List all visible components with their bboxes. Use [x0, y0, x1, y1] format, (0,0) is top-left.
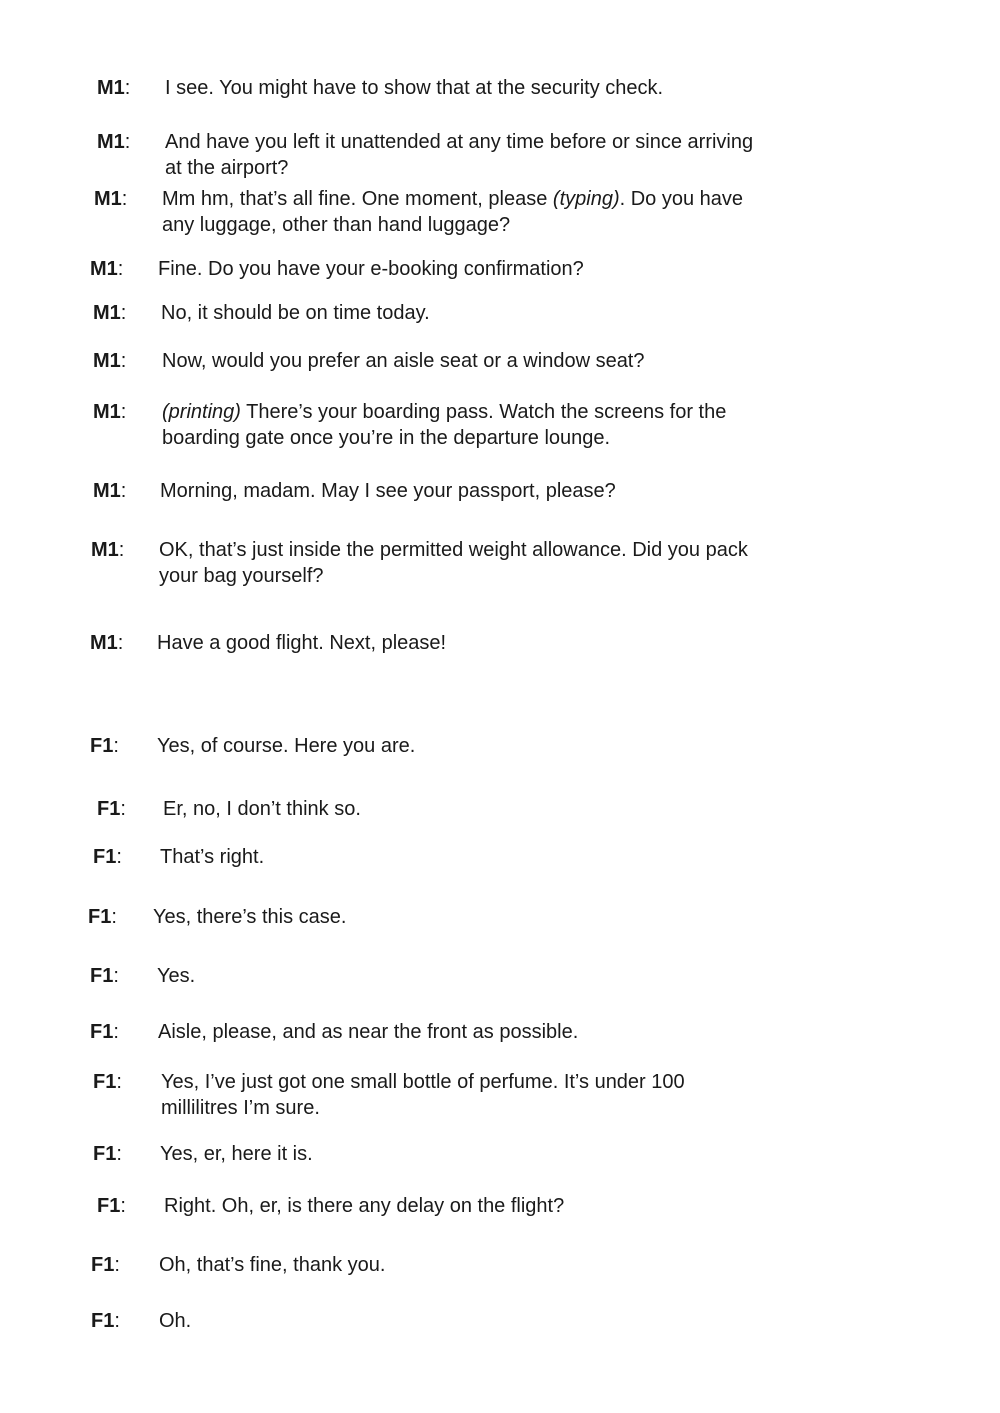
line-text: Now, would you prefer an aisle seat or a window seat? — [162, 350, 645, 372]
line-text: Er, no, I don’t think so. — [163, 798, 361, 820]
dialogue-line — [90, 733, 416, 759]
dialogue-line — [90, 256, 584, 282]
dialogue-line — [97, 796, 361, 822]
speaker-label: F1: — [93, 846, 122, 868]
dialogue-line — [93, 1069, 685, 1119]
speaker-label: M1: — [90, 258, 124, 280]
speaker-label: F1: — [90, 965, 119, 987]
dialogue-line — [97, 1193, 565, 1219]
speaker-label: M1: — [93, 401, 127, 423]
dialogue-line — [91, 537, 748, 587]
dialogue-line — [91, 1308, 192, 1334]
line-text: No, it should be on time today. — [161, 302, 430, 324]
speaker-label: F1: — [93, 1071, 122, 1093]
speaker-label: F1: — [91, 1310, 120, 1332]
speaker-label: F1: — [90, 1021, 119, 1043]
dialogue-line — [93, 1141, 313, 1167]
line-text: Fine. Do you have your e-booking confirmation? — [158, 258, 584, 280]
line-text: (printing) There’s your boarding pass. Watch the screens for the boarding gate once you’re in the departure lounge. — [162, 401, 727, 449]
line-text: And have you left it unattended at any time before or since arriving at the airport? — [165, 131, 754, 179]
line-text: Yes, there’s this case. — [153, 906, 347, 928]
dialogue-line — [97, 129, 754, 179]
speaker-label: F1: — [88, 906, 117, 928]
speaker-label: F1: — [93, 1143, 122, 1165]
speaker-label: M1: — [93, 480, 127, 502]
speaker-label: M1: — [90, 632, 124, 654]
line-text: Yes, of course. Here you are. — [157, 735, 416, 757]
line-text: Right. Oh, er, is there any delay on the flight? — [164, 1195, 565, 1217]
speaker-label: M1: — [97, 131, 131, 153]
dialogue-line — [93, 348, 645, 374]
dialogue-line — [90, 1019, 579, 1045]
dialogue-line — [93, 844, 265, 870]
speaker-label: F1: — [97, 1195, 126, 1217]
dialogue-line — [94, 186, 744, 236]
speaker-label: F1: — [97, 798, 126, 820]
line-text: Yes, er, here it is. — [160, 1143, 313, 1165]
line-text: Yes, I’ve just got one small bottle of perfume. It’s under 100 millilitres I’m sure. — [161, 1071, 685, 1119]
line-text: That’s right. — [160, 846, 265, 868]
line-text: OK, that’s just inside the permitted weight allowance. Did you pack your bag yourself? — [159, 539, 748, 587]
line-text: Oh. — [159, 1310, 192, 1332]
dialogue-line — [91, 1252, 386, 1278]
speaker-label: M1: — [91, 539, 125, 561]
speaker-label: F1: — [90, 735, 119, 757]
dialogue-line — [93, 478, 616, 504]
line-text: Mm hm, that’s all fine. One moment, please (typing). Do you have any luggage, other than hand luggage? — [162, 188, 744, 236]
line-text: I see. You might have to show that at the security check. — [165, 77, 664, 99]
line-text: Yes. — [157, 965, 196, 987]
line-text: Aisle, please, and as near the front as possible. — [158, 1021, 579, 1043]
speaker-label: F1: — [91, 1254, 120, 1276]
line-text: Morning, madam. May I see your passport, please? — [160, 480, 616, 502]
speaker-label: M1: — [97, 77, 131, 99]
speaker-label: M1: — [93, 302, 127, 324]
line-text: Have a good flight. Next, please! — [157, 632, 447, 654]
line-text: Oh, that’s fine, thank you. — [159, 1254, 386, 1276]
dialogue-line — [90, 963, 196, 989]
speaker-label: M1: — [94, 188, 128, 210]
dialogue-line — [97, 75, 664, 101]
speaker-label: M1: — [93, 350, 127, 372]
dialogue-line — [93, 399, 727, 449]
dialogue-line — [88, 904, 347, 930]
dialogue-line — [93, 300, 430, 326]
dialogue-line — [90, 630, 447, 656]
